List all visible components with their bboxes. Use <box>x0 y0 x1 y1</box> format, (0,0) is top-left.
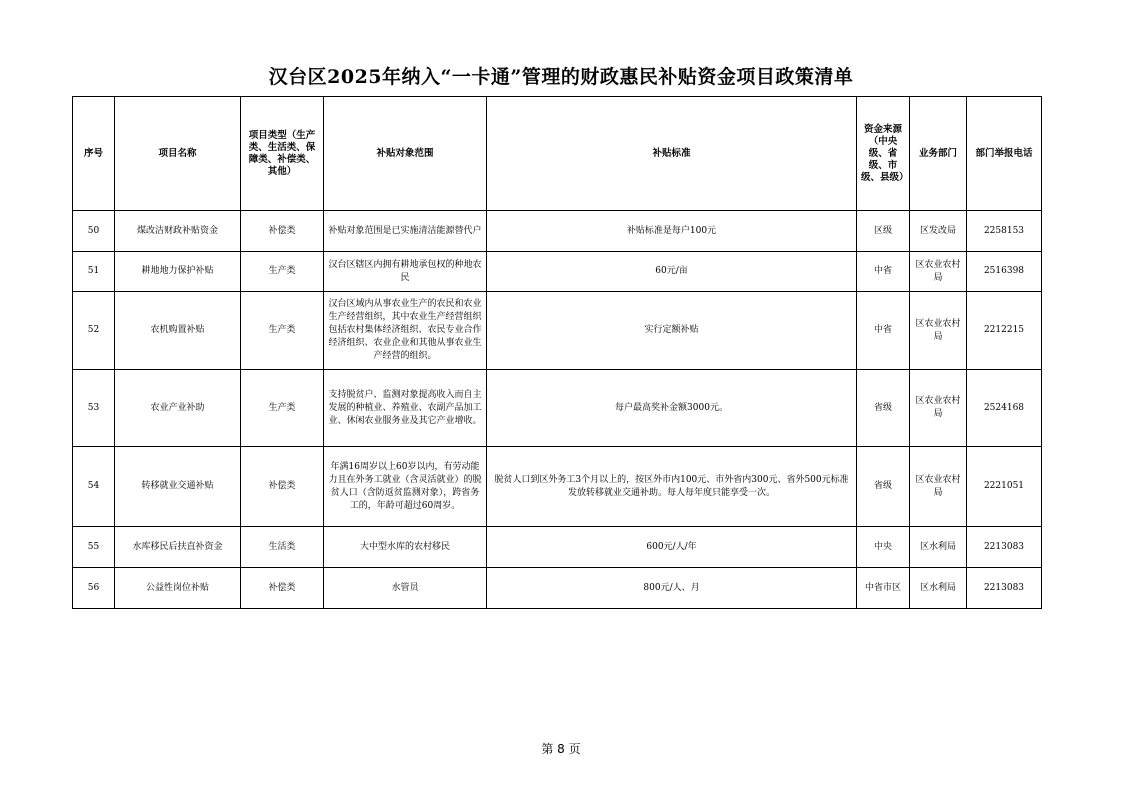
cell-name: 水库移民后扶直补资金 <box>115 527 241 568</box>
table-row <box>73 292 1042 370</box>
cell-type: 补偿类 <box>241 568 324 609</box>
table-row <box>73 252 1042 292</box>
cell-scope: 汉台区域内从事农业生产的农民和农业生产经营组织，其中农业生产经营组织包括农村集体经济组织、农民专业合作经济组织、农业企业和其他从事农业生产经营的组织。 <box>324 292 487 370</box>
col-header-fund: 资金来源（中央级、省级、市级、县级） <box>857 97 910 211</box>
cell-phone: 2516398 <box>967 252 1042 292</box>
col-header-scope: 补贴对象范围 <box>324 97 487 211</box>
cell-fund: 中央 <box>857 527 910 568</box>
cell-standard: 600元/人/年 <box>487 527 857 568</box>
cell-standard: 补贴标准是每户100元 <box>487 211 857 252</box>
cell-fund: 省级 <box>857 370 910 447</box>
cell-type: 生产类 <box>241 370 324 447</box>
cell-name: 农机购置补贴 <box>115 292 241 370</box>
col-header-type: 项目类型（生产类、生活类、保障类、补偿类、其他） <box>241 97 324 211</box>
cell-fund: 省级 <box>857 447 910 527</box>
cell-dept: 区发改局 <box>910 211 967 252</box>
cell-phone: 2213083 <box>967 568 1042 609</box>
table-header-row <box>73 97 1042 211</box>
table-row <box>73 568 1042 609</box>
cell-fund: 中省 <box>857 292 910 370</box>
table-row <box>73 527 1042 568</box>
cell-phone: 2524168 <box>967 370 1042 447</box>
cell-standard: 脱贫人口到区外务工3个月以上的，按区外市内100元、市外省内300元、省外500元标准发放转移就业交通补助。每人每年度只能享受一次。 <box>487 447 857 527</box>
cell-type: 补偿类 <box>241 447 324 527</box>
cell-fund: 区级 <box>857 211 910 252</box>
cell-standard: 每户最高奖补金额3000元。 <box>487 370 857 447</box>
table-row <box>73 447 1042 527</box>
cell-no: 56 <box>73 568 115 609</box>
cell-phone: 2213083 <box>967 527 1042 568</box>
cell-scope: 补贴对象范围是已实施清洁能源替代户 <box>324 211 487 252</box>
col-header-name: 项目名称 <box>115 97 241 211</box>
cell-dept: 区农业农村局 <box>910 292 967 370</box>
cell-scope: 年满16周岁以上60岁以内，有劳动能力且在外务工就业（含灵活就业）的脱贫人口（含防返贫监测对象），跨省务工的，年龄可超过60周岁。 <box>324 447 487 527</box>
cell-no: 53 <box>73 370 115 447</box>
col-header-dept: 业务部门 <box>910 97 967 211</box>
cell-scope: 汉台区辖区内拥有耕地承包权的种地农民 <box>324 252 487 292</box>
cell-type: 生产类 <box>241 252 324 292</box>
page-number: 第 8 页 <box>541 742 581 756</box>
table-row <box>73 211 1042 252</box>
col-header-phone: 部门举报电话 <box>967 97 1042 211</box>
cell-name: 公益性岗位补贴 <box>115 568 241 609</box>
cell-phone: 2212215 <box>967 292 1042 370</box>
cell-dept: 区农业农村局 <box>910 447 967 527</box>
cell-scope: 大中型水库的农村移民 <box>324 527 487 568</box>
cell-no: 54 <box>73 447 115 527</box>
cell-type: 补偿类 <box>241 211 324 252</box>
cell-standard: 800元/人、月 <box>487 568 857 609</box>
cell-no: 51 <box>73 252 115 292</box>
policy-table <box>72 96 1042 609</box>
cell-scope: 支持脱贫户、监测对象提高收入而自主发展的种植业、养殖业、农副产品加工业、休闲农业服务业及其它产业增收。 <box>324 370 487 447</box>
cell-phone: 2258153 <box>967 211 1042 252</box>
cell-dept: 区水利局 <box>910 527 967 568</box>
cell-no: 55 <box>73 527 115 568</box>
cell-no: 52 <box>73 292 115 370</box>
cell-fund: 中省 <box>857 252 910 292</box>
cell-dept: 区水利局 <box>910 568 967 609</box>
cell-type: 生产类 <box>241 292 324 370</box>
cell-dept: 区农业农村局 <box>910 370 967 447</box>
cell-name: 煤改洁财政补贴资金 <box>115 211 241 252</box>
cell-scope: 水管员 <box>324 568 487 609</box>
cell-name: 耕地地力保护补贴 <box>115 252 241 292</box>
cell-standard: 60元/亩 <box>487 252 857 292</box>
cell-standard: 实行定额补贴 <box>487 292 857 370</box>
cell-name: 转移就业交通补贴 <box>115 447 241 527</box>
cell-fund: 中省市区 <box>857 568 910 609</box>
col-header-standard: 补贴标准 <box>487 97 857 211</box>
cell-phone: 2221051 <box>967 447 1042 527</box>
document-title: 汉台区2025年纳入“一卡通”管理的财政惠民补贴资金项目政策清单 <box>268 66 854 88</box>
cell-dept: 区农业农村局 <box>910 252 967 292</box>
table-row <box>73 370 1042 447</box>
col-header-no: 序号 <box>73 97 115 211</box>
cell-name: 农业产业补助 <box>115 370 241 447</box>
cell-no: 50 <box>73 211 115 252</box>
cell-type: 生活类 <box>241 527 324 568</box>
